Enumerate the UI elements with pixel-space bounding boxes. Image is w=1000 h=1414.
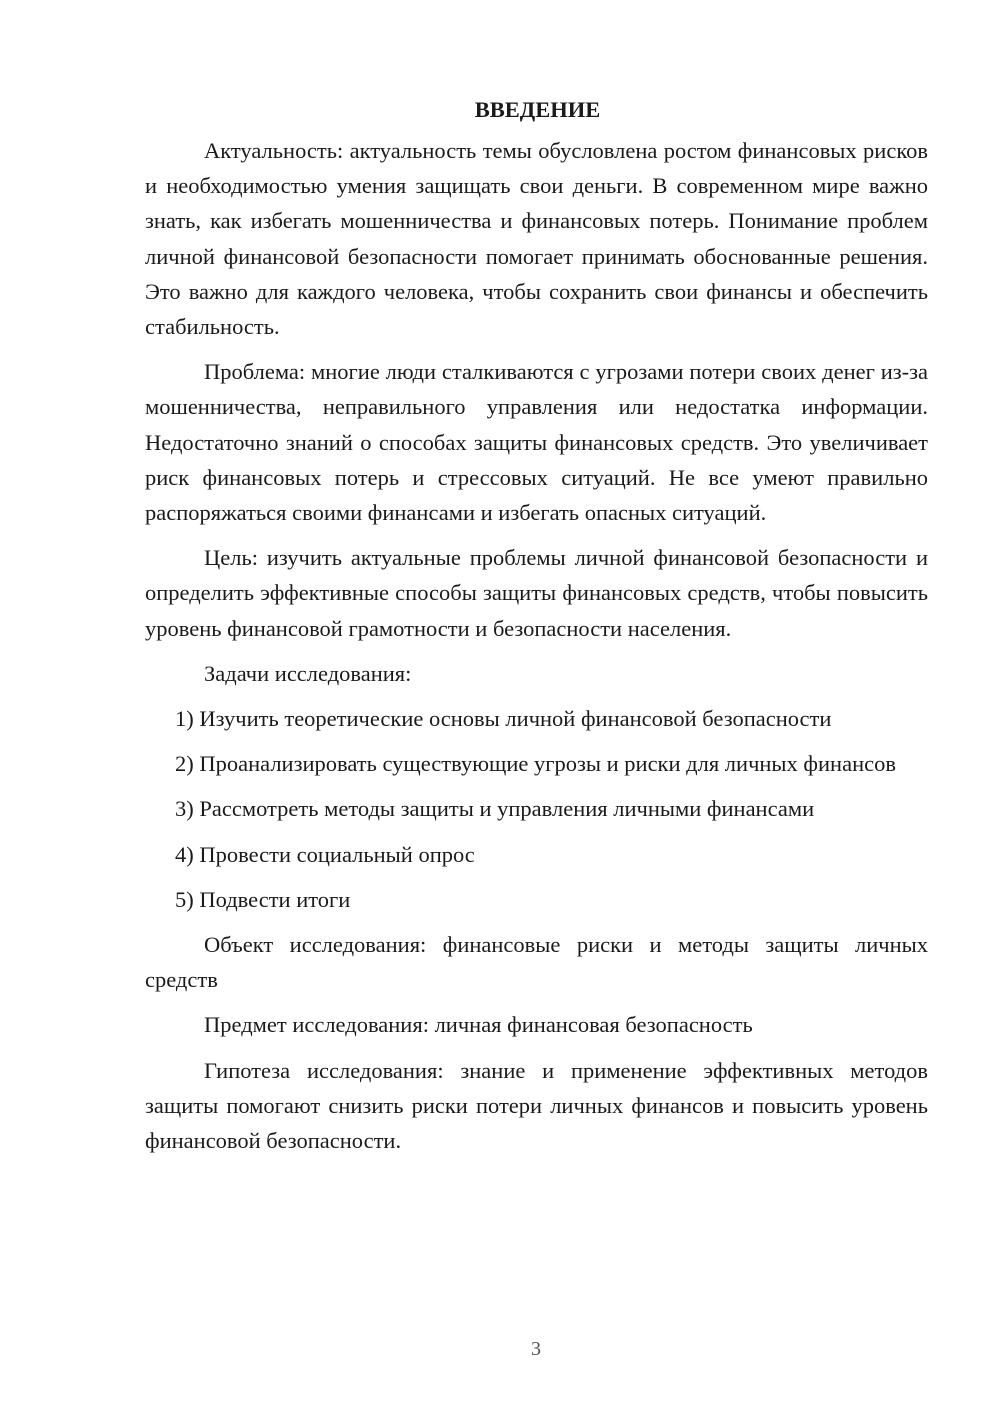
paragraph-hypothesis: Гипотеза исследования: знание и применение эффективных методов защиты помогают снизить риски потери личных финансов и повысить уровень финансовой безопасности. xyxy=(145,1057,928,1154)
page-content xyxy=(145,92,928,1168)
paragraph-problem: Проблема: многие люди сталкиваются с угрозами потери своих денег из-за мошенничества, неправильного управления или недостатка информации. Недостаточно знаний о способах защиты финансовых средств. Это увеличивает риск финансовых потерь и стрессовых ситуаций. Не все умеют правильно распоряжаться своими финансами и избегать опасных ситуаций. xyxy=(145,359,928,526)
list-item: 2) Проанализировать существующие угрозы и риски для личных финансов xyxy=(175,751,896,777)
tasks-list xyxy=(145,701,928,917)
list-item: 4) Провести социальный опрос xyxy=(175,841,475,867)
list-item: 5) Подвести итоги xyxy=(175,886,351,912)
paragraph-object: Объект исследования: финансовые риски и методы защиты личных средств xyxy=(145,932,928,993)
paragraph-relevance: Актуальность: актуальность темы обусловлена ростом финансовых рисков и необходимостью умения защищать свои деньги. В современном мире важно знать, как избегать мошенничества и финансовых потерь. Понимание проблем личной финансовой безопасности помогает принимать обоснованные решения. Это важно для каждого человека, чтобы сохранить свои финансы и обеспечить стабильность. xyxy=(145,138,928,340)
page-title: ВВЕДЕНИЕ xyxy=(474,97,601,122)
paragraph-goal: Цель: изучить актуальные проблемы личной финансовой безопасности и определить эффективные способы защиты финансовых средств, чтобы повысить уровень финансовой грамотности и безопасности населения. xyxy=(145,545,928,641)
list-item: 1) Изучить теоретические основы личной финансовой безопасности xyxy=(175,706,832,732)
list-item: 3) Рассмотреть методы защиты и управления личными финансами xyxy=(175,796,815,822)
paragraph-subject: Предмет исследования: личная финансовая безопасность xyxy=(204,1012,753,1038)
page-number: 3 xyxy=(531,1338,541,1360)
tasks-heading: Задачи исследования: xyxy=(204,660,412,686)
